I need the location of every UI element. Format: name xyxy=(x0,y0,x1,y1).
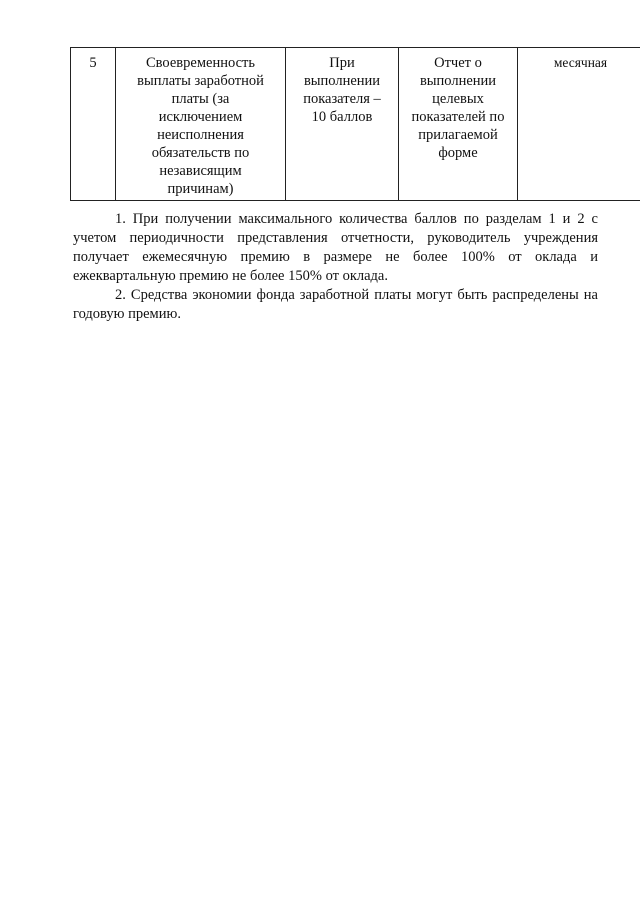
report-line: целевых xyxy=(432,91,484,107)
score-line: показателя – xyxy=(303,91,381,107)
indicator-line: Своевременность xyxy=(146,55,255,71)
note-paragraph-2: 2. Средства экономии фонда заработной платы могут быть распределены на годовую премию. xyxy=(73,287,598,322)
indicator-cell xyxy=(116,48,286,201)
indicator-line: исключением xyxy=(158,109,243,125)
indicator-line: причинам) xyxy=(167,181,234,197)
score-line: выполнении xyxy=(303,73,381,89)
report-line: форме xyxy=(438,145,478,161)
criteria-table xyxy=(70,47,640,201)
report-line: выполнении xyxy=(419,73,497,89)
score-cell xyxy=(286,48,399,201)
score-line: При xyxy=(329,55,355,71)
report-line: прилагаемой xyxy=(418,127,498,143)
report-line: Отчет о xyxy=(434,55,482,71)
report-line: показателей по xyxy=(411,109,505,125)
row-number: 5 xyxy=(89,55,97,71)
periodicity-cell xyxy=(518,48,640,201)
notes-section xyxy=(73,210,598,324)
indicator-line: независящим xyxy=(159,163,242,179)
indicator-line: выплаты заработной xyxy=(137,73,264,89)
report-cell xyxy=(399,48,518,201)
note-paragraph-1: 1. При получении максимального количества баллов по разделам 1 и 2 с учетом периодичности представления отчетности, руководитель учреждения получает ежемесячную премию в размере не более 100% от оклада и ежеквартальную премию не более 150% от оклада. xyxy=(73,211,598,284)
indicator-line: обязательств по xyxy=(151,145,250,161)
indicator-line: неисполнения xyxy=(157,127,244,143)
row-number-cell xyxy=(71,48,116,201)
indicator-line: платы (за xyxy=(171,91,230,107)
table-row xyxy=(71,48,640,201)
score-line: 10 баллов xyxy=(311,109,373,125)
periodicity-value: месячная xyxy=(553,55,608,70)
